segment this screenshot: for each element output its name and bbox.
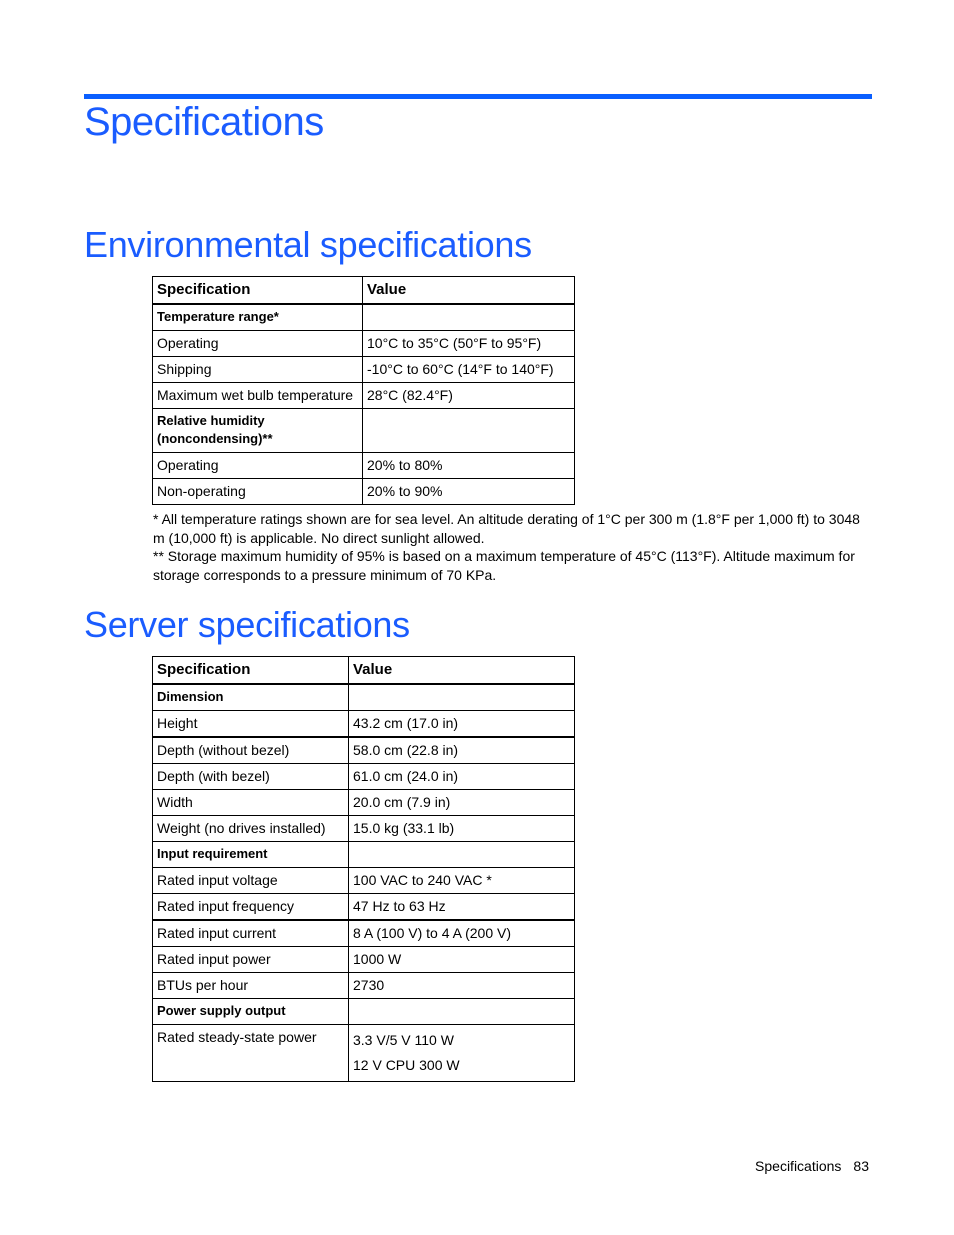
group-label: Temperature range*	[153, 304, 363, 331]
spec-cell: Rated input frequency	[153, 894, 349, 921]
value-cell: 28°C (82.4°F)	[363, 383, 575, 409]
table-row	[153, 737, 575, 764]
value-line: 12 V CPU 300 W	[353, 1057, 460, 1073]
group-label: Input requirement	[153, 842, 349, 868]
table-row	[153, 790, 575, 816]
value-line: 3.3 V/5 V 110 W	[353, 1032, 454, 1048]
group-label: Relative humidity (noncondensing)**	[153, 409, 363, 453]
spec-cell: Width	[153, 790, 349, 816]
group-label: Dimension	[153, 684, 349, 711]
value-cell: 47 Hz to 63 Hz	[349, 894, 575, 921]
page-footer	[755, 1158, 869, 1174]
value-cell: -10°C to 60°C (14°F to 140°F)	[363, 357, 575, 383]
spec-cell: Maximum wet bulb temperature	[153, 383, 363, 409]
server-spec-table	[152, 656, 575, 1082]
environmental-section-title: Environmental specifications	[84, 224, 532, 265]
value-cell	[363, 409, 575, 453]
spec-cell: Depth (without bezel)	[153, 737, 349, 764]
table-row	[153, 842, 575, 868]
table-row	[153, 711, 575, 738]
chapter-rule	[84, 94, 872, 99]
header-value: Value	[363, 277, 575, 305]
spec-cell: Rated steady-state power	[153, 1025, 349, 1082]
table-row	[153, 304, 575, 331]
table-row	[153, 816, 575, 842]
value-cell: 2730	[349, 973, 575, 999]
table-row	[153, 383, 575, 409]
spec-cell: Operating	[153, 453, 363, 479]
value-cell	[349, 999, 575, 1025]
group-label: Power supply output	[153, 999, 349, 1025]
spec-cell: BTUs per hour	[153, 973, 349, 999]
value-cell: 20% to 80%	[363, 453, 575, 479]
spec-cell: Rated input power	[153, 947, 349, 973]
table-row	[153, 999, 575, 1025]
footnote-temperature: * All temperature ratings shown are for sea level. An altitude derating of 1°C per 300 m (1.8°F per 1,000 ft) to 3048 m (10,000 ft) is applicable. No direct sunlight allowed.	[153, 511, 860, 546]
value-cell: 8 A (100 V) to 4 A (200 V)	[349, 920, 575, 947]
chapter-title: Specifications	[84, 100, 324, 144]
table-header-row	[153, 277, 575, 305]
spec-cell: Rated input voltage	[153, 868, 349, 894]
table-row	[153, 894, 575, 921]
value-cell: 15.0 kg (33.1 lb)	[349, 816, 575, 842]
spec-cell: Rated input current	[153, 920, 349, 947]
spec-cell: Weight (no drives installed)	[153, 816, 349, 842]
table-row	[153, 947, 575, 973]
value-cell	[349, 684, 575, 711]
table-row	[153, 1025, 575, 1082]
value-cell: 1000 W	[349, 947, 575, 973]
table-row	[153, 973, 575, 999]
table-row	[153, 331, 575, 357]
table-row	[153, 868, 575, 894]
spec-cell: Depth (with bezel)	[153, 764, 349, 790]
header-specification: Specification	[153, 277, 363, 305]
value-cell: 100 VAC to 240 VAC *	[349, 868, 575, 894]
table-row	[153, 764, 575, 790]
value-cell: 10°C to 35°C (50°F to 95°F)	[363, 331, 575, 357]
value-cell: 58.0 cm (22.8 in)	[349, 737, 575, 764]
spec-cell: Operating	[153, 331, 363, 357]
table-row	[153, 357, 575, 383]
spec-cell: Height	[153, 711, 349, 738]
spec-cell: Non-operating	[153, 479, 363, 505]
table-row	[153, 684, 575, 711]
environmental-spec-table	[152, 276, 575, 505]
header-specification: Specification	[153, 657, 349, 685]
table-row	[153, 453, 575, 479]
spec-cell: Shipping	[153, 357, 363, 383]
table-row	[153, 409, 575, 453]
value-cell: 43.2 cm (17.0 in)	[349, 711, 575, 738]
environmental-footnotes	[153, 510, 873, 585]
server-section-title: Server specifications	[84, 604, 410, 645]
table-row	[153, 920, 575, 947]
footer-section: Specifications	[755, 1158, 842, 1174]
footnote-humidity: ** Storage maximum humidity of 95% is based on a maximum temperature of 45°C (113°F). Altitude maximum for storage corresponds to a pressure minimum of 70 KPa.	[153, 548, 855, 584]
table-row	[153, 479, 575, 505]
header-value: Value	[349, 657, 575, 685]
value-cell: 20.0 cm (7.9 in)	[349, 790, 575, 816]
value-cell	[349, 842, 575, 868]
value-cell	[363, 304, 575, 331]
value-cell	[349, 1025, 575, 1082]
page-number: 83	[853, 1158, 869, 1174]
table-header-row	[153, 657, 575, 685]
value-cell: 61.0 cm (24.0 in)	[349, 764, 575, 790]
value-cell: 20% to 90%	[363, 479, 575, 505]
